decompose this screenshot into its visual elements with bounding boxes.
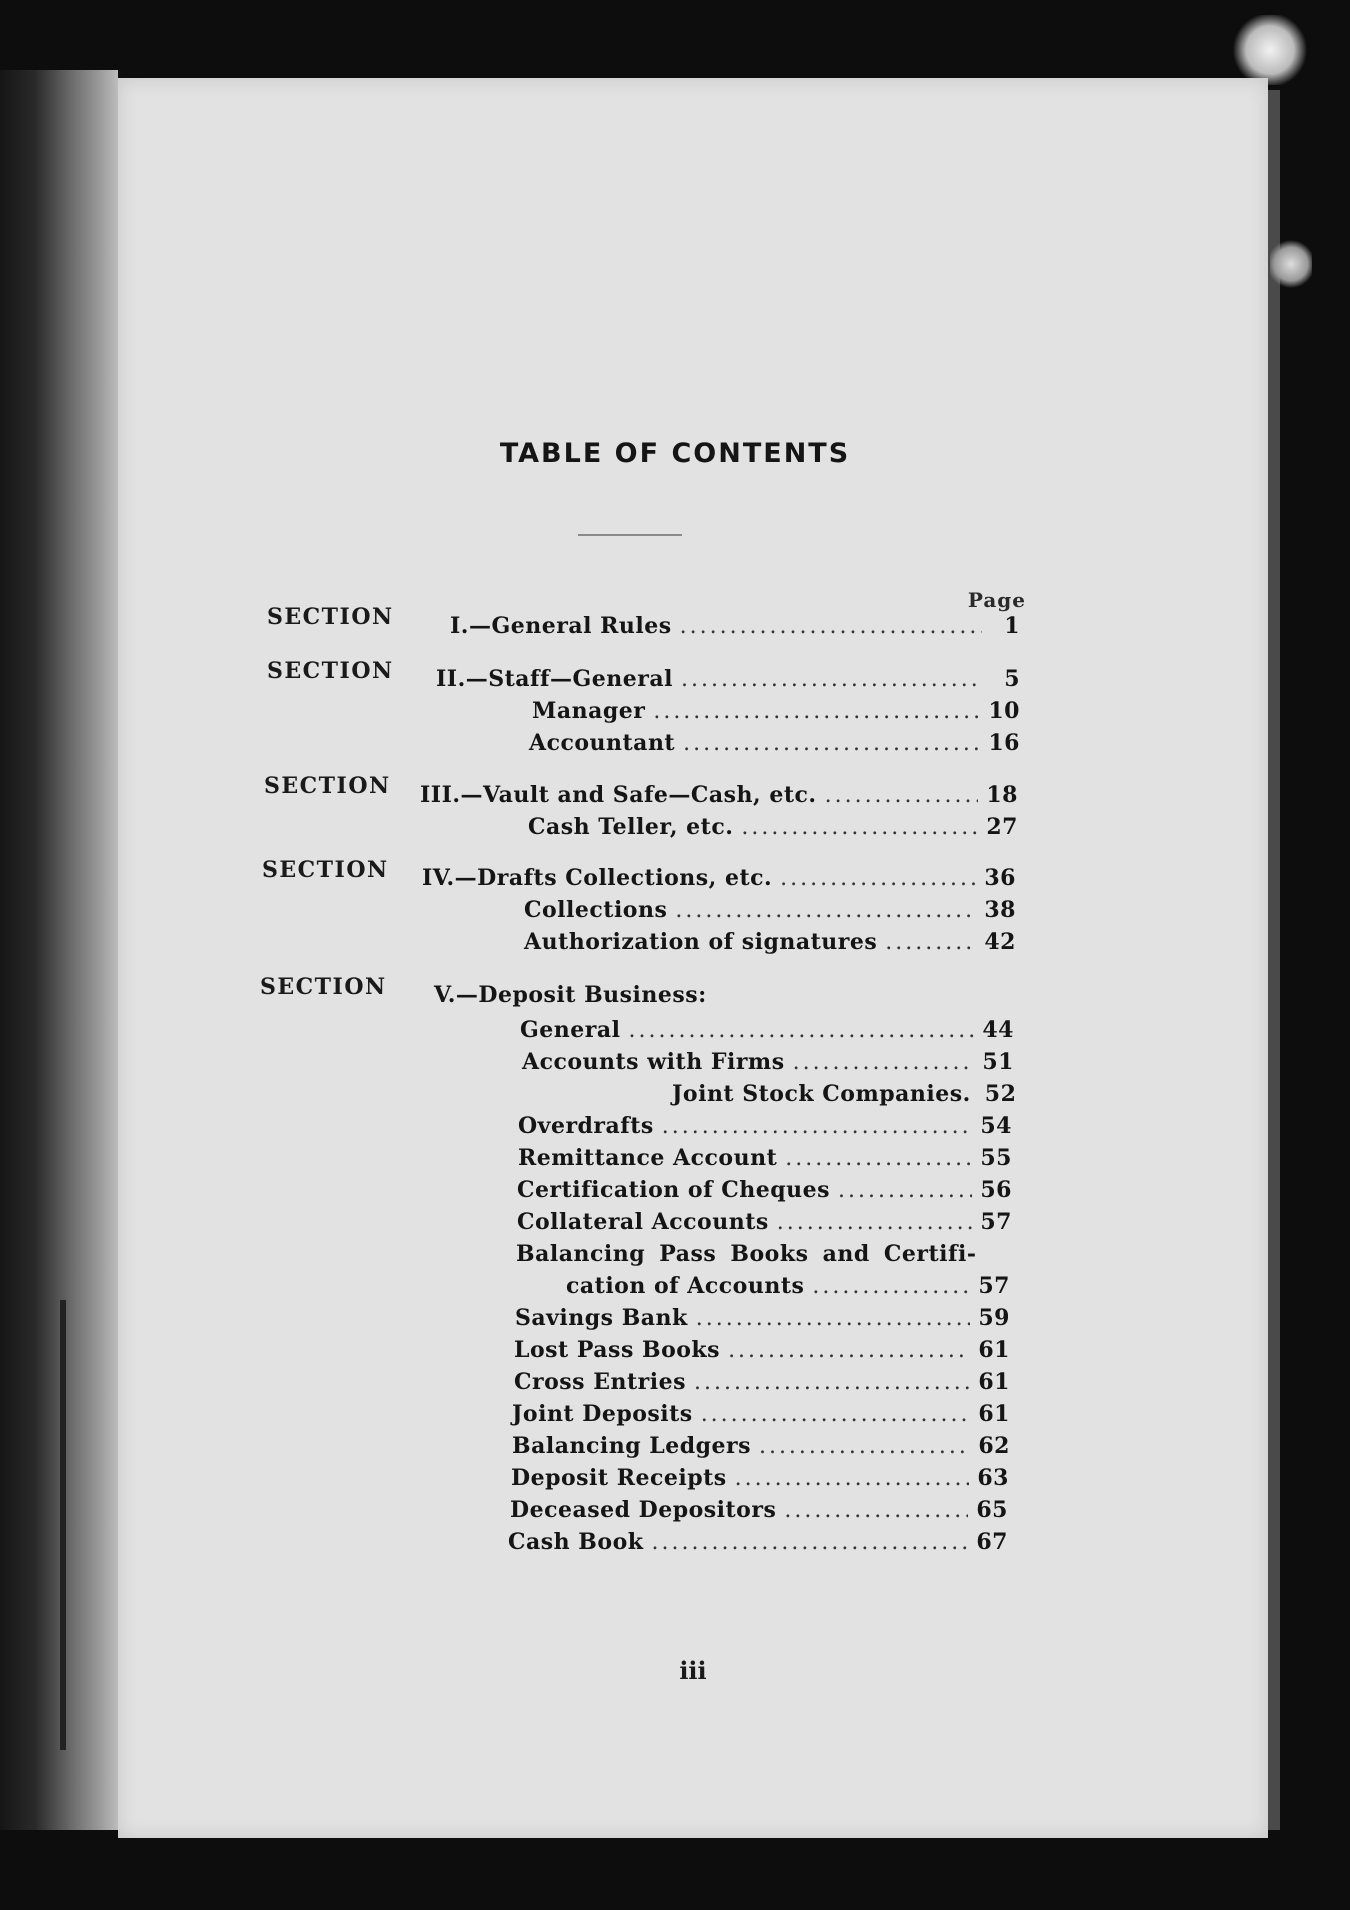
entry-page: 65 <box>976 1497 1008 1523</box>
toc-entry[interactable] <box>517 1209 1012 1235</box>
entry-page: 61 <box>978 1369 1010 1395</box>
entry-page: 44 <box>982 1017 1014 1043</box>
toc-entry[interactable] <box>520 1017 1014 1043</box>
toc-entry[interactable] <box>566 1273 1010 1299</box>
page-column-header: Page <box>967 588 1026 612</box>
toc-entry[interactable] <box>450 613 1020 639</box>
section-label: SECTION <box>260 974 387 1000</box>
entry-page: 63 <box>977 1465 1009 1491</box>
toc-entry[interactable] <box>434 982 834 1008</box>
entry-title: Balancing Ledgers <box>512 1433 751 1459</box>
toc-entry[interactable] <box>672 1081 1017 1107</box>
toc-entry[interactable] <box>510 1497 1008 1523</box>
toc-entry[interactable] <box>529 730 1020 756</box>
entry-page: 57 <box>978 1273 1010 1299</box>
entry-title: Cash Teller, etc. <box>528 814 734 840</box>
entry-title: IV.—Drafts Collections, etc. <box>422 865 773 891</box>
dot-leader <box>838 1178 972 1203</box>
dot-leader <box>652 1530 969 1555</box>
entry-title: Authorization of signatures <box>524 929 878 955</box>
dot-leader <box>812 1274 970 1299</box>
dot-leader <box>728 1338 970 1363</box>
entry-page: 57 <box>980 1209 1012 1235</box>
dot-leader <box>680 614 982 639</box>
entry-title: Joint Stock Companies. <box>672 1081 971 1107</box>
dot-leader <box>694 1370 970 1395</box>
entry-page: 18 <box>986 782 1018 808</box>
toc-entry[interactable] <box>514 1337 1010 1363</box>
toc-entry[interactable] <box>518 1145 1012 1171</box>
section-label: SECTION <box>267 658 394 684</box>
entry-page: 1 <box>1004 613 1020 639</box>
toc-entry[interactable] <box>514 1369 1010 1395</box>
entry-page: 10 <box>988 698 1020 724</box>
entry-title: Joint Deposits <box>512 1401 693 1427</box>
toc-entry[interactable] <box>420 782 1018 808</box>
toc-entry[interactable] <box>524 929 1016 955</box>
dot-leader <box>885 930 976 955</box>
dot-leader <box>662 1114 973 1139</box>
entry-title: I.—General Rules <box>450 613 672 639</box>
entry-title: Certification of Cheques <box>517 1177 830 1203</box>
entry-page: 27 <box>986 814 1018 840</box>
entry-title: Accounts with Firms <box>522 1049 785 1075</box>
entry-title: II.—Staff—General <box>436 666 673 692</box>
dot-leader <box>784 1498 968 1523</box>
entry-page: 51 <box>982 1049 1014 1075</box>
entry-page: 38 <box>984 897 1016 923</box>
entry-title: Accountant <box>529 730 676 756</box>
entry-page: 67 <box>976 1529 1008 1555</box>
entry-title: Collateral Accounts <box>517 1209 769 1235</box>
dot-leader <box>675 898 976 923</box>
entry-title: V.—Deposit Business: <box>434 982 707 1008</box>
entry-page: 55 <box>980 1145 1012 1171</box>
entry-title: General <box>520 1017 621 1043</box>
entry-title: Remittance Account <box>518 1145 778 1171</box>
entry-page: 59 <box>978 1305 1010 1331</box>
entry-title: Manager <box>532 698 646 724</box>
entry-page: 56 <box>980 1177 1012 1203</box>
toc-entry[interactable] <box>516 1241 1012 1267</box>
toc-entry[interactable] <box>522 1049 1014 1075</box>
dot-leader <box>777 1210 973 1235</box>
dot-leader <box>785 1146 972 1171</box>
entry-title: Savings Bank <box>515 1305 688 1331</box>
dot-leader <box>780 866 976 891</box>
entry-title: Overdrafts <box>518 1113 654 1139</box>
toc-entry[interactable] <box>532 698 1020 724</box>
toc-entry[interactable] <box>517 1177 1012 1203</box>
section-label: SECTION <box>264 773 391 799</box>
page-title: TABLE OF CONTENTS <box>499 438 851 469</box>
entry-page: 62 <box>978 1433 1010 1459</box>
dot-leader <box>701 1402 971 1427</box>
dot-leader <box>741 815 978 840</box>
dot-leader <box>735 1466 970 1491</box>
entry-title: cation of Accounts <box>566 1273 805 1299</box>
entry-page: 36 <box>984 865 1016 891</box>
entry-page: 61 <box>978 1337 1010 1363</box>
toc-entry[interactable] <box>508 1529 1008 1555</box>
toc-entry[interactable] <box>422 865 1016 891</box>
toc-entry[interactable] <box>518 1113 1012 1139</box>
entry-title: Cash Book <box>508 1529 644 1555</box>
entry-title: Deposit Receipts <box>511 1465 727 1491</box>
entry-page: 54 <box>980 1113 1012 1139</box>
entry-page: 61 <box>978 1401 1010 1427</box>
toc-entry[interactable] <box>436 666 1020 692</box>
toc-entry[interactable] <box>512 1433 1010 1459</box>
toc-entry[interactable] <box>524 897 1016 923</box>
entry-title: Collections <box>524 897 668 923</box>
entry-title: Cross Entries <box>514 1369 686 1395</box>
entry-page: 5 <box>1004 666 1020 692</box>
dot-leader <box>683 731 980 756</box>
entry-title: Balancing Pass Books and Certifi- <box>516 1241 977 1267</box>
toc-entry[interactable] <box>511 1465 1009 1491</box>
dot-leader <box>653 699 980 724</box>
dot-leader <box>696 1306 971 1331</box>
dot-leader <box>681 667 982 692</box>
dot-leader <box>793 1050 975 1075</box>
entry-title: Deceased Depositors <box>510 1497 777 1523</box>
section-label: SECTION <box>267 604 394 630</box>
dot-leader <box>825 783 979 808</box>
entry-page: 16 <box>988 730 1020 756</box>
entry-page: 42 <box>984 929 1016 955</box>
entry-title: III.—Vault and Safe—Cash, etc. <box>420 782 817 808</box>
entry-page: 52 <box>984 1081 1017 1107</box>
toc-entry[interactable] <box>528 814 1018 840</box>
dot-leader <box>759 1434 970 1459</box>
toc-entry[interactable] <box>512 1401 1010 1427</box>
toc-entry[interactable] <box>515 1305 1010 1331</box>
section-label: SECTION <box>262 857 389 883</box>
dot-leader <box>628 1018 974 1043</box>
entry-title: Lost Pass Books <box>514 1337 721 1363</box>
page-folio: iii <box>679 1656 707 1685</box>
